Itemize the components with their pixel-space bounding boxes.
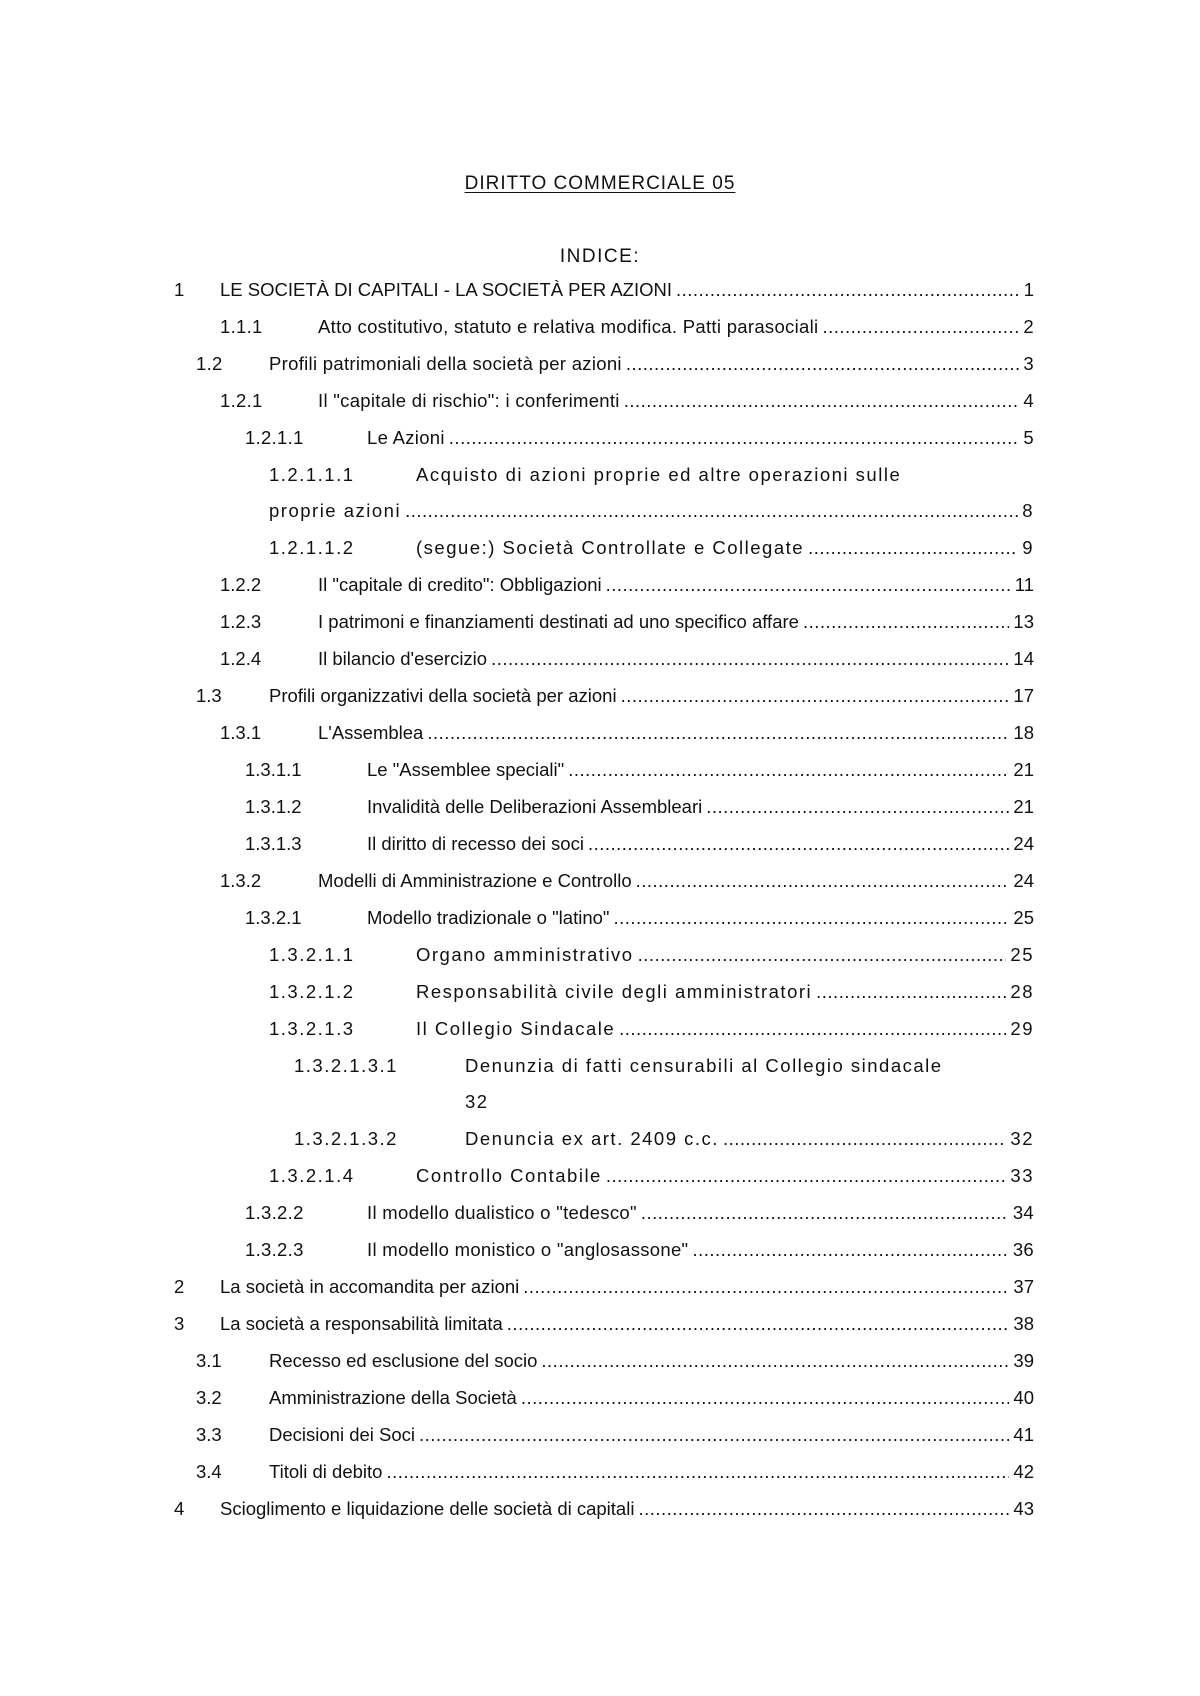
toc-entry[interactable] bbox=[245, 904, 1034, 932]
document-title: DIRITTO COMMERCIALE 05 bbox=[464, 173, 736, 194]
toc-entry-title: Il "capitale di rischio": i conferimenti bbox=[318, 390, 620, 411]
toc-entry-page: 39 bbox=[1013, 1350, 1034, 1371]
toc-entry-continuation[interactable] bbox=[269, 497, 1034, 525]
toc-entry-title: Denuncia ex art. 2409 c.c. bbox=[465, 1128, 719, 1149]
toc-entry-page: 1 bbox=[1023, 279, 1034, 300]
toc-entry-title: I patrimoni e finanziamenti destinati ad uno specifico affare bbox=[318, 611, 799, 632]
toc-entry-number: 1.3.1 bbox=[220, 722, 262, 743]
toc-dot-leader bbox=[619, 1015, 1006, 1043]
toc-entry[interactable] bbox=[196, 350, 1034, 378]
toc-entry-number: 1.3.1.3 bbox=[245, 833, 302, 854]
toc-entry-number: 2 bbox=[174, 1276, 185, 1297]
toc-entry-page: 21 bbox=[1013, 796, 1034, 817]
toc-dot-leader bbox=[606, 1162, 1007, 1190]
toc-entry-title: Il bilancio d'esercizio bbox=[318, 648, 488, 669]
toc-entry[interactable] bbox=[245, 1199, 1034, 1227]
toc-entry-title: Organo amministrativo bbox=[416, 944, 634, 965]
toc-entry-page: 11 bbox=[1014, 574, 1034, 595]
toc-entry[interactable] bbox=[196, 682, 1034, 710]
toc-entry-page: 9 bbox=[1022, 537, 1034, 558]
toc-entry[interactable] bbox=[220, 571, 1034, 599]
toc-entry-page: 34 bbox=[1012, 1202, 1034, 1223]
toc-entry-number: 3.2 bbox=[196, 1387, 222, 1408]
toc-entry-number: 1.2 bbox=[196, 353, 223, 374]
toc-dot-leader bbox=[427, 719, 1009, 747]
toc-dot-leader bbox=[803, 608, 1009, 636]
toc-entry-number: 1.3.2.1.3 bbox=[269, 1018, 355, 1039]
toc-entry[interactable] bbox=[245, 1236, 1034, 1264]
toc-entry[interactable] bbox=[269, 1015, 1034, 1043]
toc-entry[interactable] bbox=[174, 1310, 1034, 1338]
toc-dot-leader bbox=[692, 1236, 1008, 1264]
toc-entry-page: 24 bbox=[1013, 833, 1034, 854]
toc-entry[interactable] bbox=[245, 793, 1034, 821]
toc-dot-leader bbox=[822, 313, 1019, 341]
toc-entry-title: Il "capitale di credito": Obbligazioni bbox=[318, 574, 602, 595]
toc-entry-title: Le "Assemblee speciali" bbox=[367, 759, 565, 780]
toc-dot-leader bbox=[606, 571, 1011, 599]
toc-entry-number: 1.2.1 bbox=[220, 390, 263, 411]
toc-entry-number: 1.1.1 bbox=[220, 316, 263, 337]
toc-entry-number: 1.3.2.1.1 bbox=[269, 944, 355, 965]
toc-entry[interactable] bbox=[174, 276, 1034, 304]
toc-entry-page: 40 bbox=[1013, 1387, 1034, 1408]
toc-dot-leader bbox=[405, 497, 1018, 525]
toc-entry-number: 1.3.2.1.4 bbox=[269, 1165, 355, 1186]
toc-entry[interactable] bbox=[196, 1384, 1034, 1412]
toc-entry-number: 3 bbox=[174, 1313, 185, 1334]
toc-entry-title: Modello tradizionale o "latino" bbox=[367, 907, 610, 928]
toc-entry-number: 1.3 bbox=[196, 685, 222, 706]
toc-entry-page: 36 bbox=[1012, 1239, 1034, 1260]
toc-entry-page: 32 bbox=[465, 1091, 489, 1112]
toc-entry-number: 3.1 bbox=[196, 1350, 222, 1371]
toc-entry-title: Il modello monistico o "anglosassone" bbox=[367, 1239, 689, 1260]
toc-entry[interactable] bbox=[245, 756, 1034, 784]
toc-entry[interactable] bbox=[269, 1162, 1034, 1190]
toc-entry-page: 14 bbox=[1013, 648, 1034, 669]
toc-entry[interactable] bbox=[220, 387, 1034, 415]
toc-entry-number: 1.2.4 bbox=[220, 648, 262, 669]
toc-dot-leader bbox=[723, 1125, 1006, 1153]
toc-dot-leader bbox=[588, 830, 1009, 858]
toc-dot-leader bbox=[641, 1199, 1009, 1227]
toc-entry-number: 1.2.2 bbox=[220, 574, 262, 595]
toc-entry[interactable] bbox=[220, 313, 1034, 341]
toc-dot-leader bbox=[521, 1384, 1010, 1412]
toc-dot-leader bbox=[636, 867, 1010, 895]
toc-entry[interactable] bbox=[269, 461, 1034, 489]
toc-entry[interactable] bbox=[196, 1458, 1034, 1486]
toc-dot-leader bbox=[386, 1458, 1009, 1486]
toc-entry-number: 3.3 bbox=[196, 1424, 222, 1445]
toc-dot-leader bbox=[626, 350, 1020, 378]
toc-entry-number: 1.2.1.1 bbox=[245, 427, 304, 448]
toc-entry[interactable] bbox=[294, 1125, 1034, 1153]
toc-dot-leader bbox=[523, 1273, 1009, 1301]
toc-entry-title: Titoli di debito bbox=[269, 1461, 383, 1482]
toc-entry-page: 5 bbox=[1023, 427, 1034, 448]
toc-entry-title: Scioglimento e liquidazione delle società di capitali bbox=[220, 1498, 635, 1519]
toc-entry-page: 3 bbox=[1023, 353, 1034, 374]
toc-entry-title: L'Assemblea bbox=[318, 722, 424, 743]
toc-entry-number: 1.3.2.1 bbox=[245, 907, 302, 928]
toc-entry-page: 42 bbox=[1013, 1461, 1034, 1482]
toc-entry-number: 1.2.1.1.1 bbox=[269, 464, 355, 485]
toc-dot-leader bbox=[613, 904, 1009, 932]
toc-entry-page: 28 bbox=[1010, 981, 1034, 1002]
toc-entry-number: 1.3.2 bbox=[220, 870, 262, 891]
toc-entry-title: Denunzia di fatti censurabili al Collegio sindacale bbox=[465, 1055, 943, 1076]
toc-entry-page: 8 bbox=[1022, 500, 1034, 521]
toc-entry-number: 1.3.2.2 bbox=[245, 1202, 304, 1223]
toc-entry-title: Profili patrimoniali della società per azioni bbox=[269, 353, 622, 374]
toc-entry-title: Decisioni dei Soci bbox=[269, 1424, 416, 1445]
toc-heading: INDICE: bbox=[559, 246, 641, 267]
toc-dot-leader bbox=[449, 424, 1020, 452]
toc-entry-number: 1.3.2.1.3.1 bbox=[294, 1055, 398, 1076]
toc-entry-number: 1.3.2.1.3.2 bbox=[294, 1128, 398, 1149]
toc-entry[interactable] bbox=[174, 1495, 1034, 1523]
toc-entry-page: 29 bbox=[1010, 1018, 1034, 1039]
toc-entry[interactable] bbox=[269, 978, 1034, 1006]
toc-entry-number: 1.3.1.2 bbox=[245, 796, 302, 817]
toc-entry-title: Acquisto di azioni proprie ed altre operazioni sulle bbox=[416, 464, 902, 485]
toc-entry-title: (segue:) Società Controllate e Collegate bbox=[416, 537, 805, 558]
toc-dot-leader bbox=[419, 1421, 1009, 1449]
toc-dot-leader bbox=[808, 534, 1018, 562]
toc-entry-title: La società a responsabilità limitata bbox=[220, 1313, 503, 1334]
toc-entry-title: LE SOCIETÀ DI CAPITALI - LA SOCIETÀ PER AZIONI bbox=[220, 279, 672, 300]
toc-entry-page: 37 bbox=[1013, 1276, 1034, 1297]
toc-entry-number: 1.3.1.1 bbox=[245, 759, 302, 780]
toc-entry[interactable] bbox=[196, 1347, 1034, 1375]
toc-entry-title: Invalidità delle Deliberazioni Assembleari bbox=[367, 796, 703, 817]
toc-dot-leader bbox=[491, 645, 1009, 673]
toc-entry-page: 17 bbox=[1013, 685, 1034, 706]
toc-entry-page: 18 bbox=[1013, 722, 1034, 743]
toc-entry[interactable] bbox=[269, 534, 1034, 562]
toc-entry-title: Le Azioni bbox=[367, 427, 445, 448]
toc-dot-leader bbox=[541, 1347, 1009, 1375]
toc-dot-leader bbox=[624, 387, 1020, 415]
toc-entry-page: 13 bbox=[1013, 611, 1034, 632]
toc-entry-page: 25 bbox=[1010, 944, 1034, 965]
toc-entry[interactable] bbox=[196, 1421, 1034, 1449]
toc-entry-number: 3.4 bbox=[196, 1461, 222, 1482]
toc-entry-page: 25 bbox=[1013, 907, 1034, 928]
toc-entry-title: La società in accomandita per azioni bbox=[220, 1276, 520, 1297]
toc-entry-page: 24 bbox=[1013, 870, 1034, 891]
toc-dot-leader bbox=[676, 276, 1020, 304]
toc-dot-leader bbox=[568, 756, 1009, 784]
toc-entry-number: 1.2.1.1.2 bbox=[269, 537, 355, 558]
toc-entry[interactable] bbox=[220, 867, 1034, 895]
toc-entry[interactable] bbox=[220, 645, 1034, 673]
toc-entry[interactable] bbox=[245, 424, 1034, 452]
toc-dot-leader bbox=[507, 1310, 1010, 1338]
toc-entry-title: Il Collegio Sindacale bbox=[416, 1018, 616, 1039]
toc-entry-title: Atto costitutivo, statuto e relativa modifica. Patti parasociali bbox=[318, 316, 819, 337]
toc-entry-number: 1.3.2.3 bbox=[245, 1239, 304, 1260]
toc-entry-page: 4 bbox=[1023, 390, 1034, 411]
toc-dot-leader bbox=[638, 941, 1007, 969]
toc-entry-title: Controllo Contabile bbox=[416, 1165, 602, 1186]
toc-dot-leader bbox=[638, 1495, 1009, 1523]
toc-entry-page: 41 bbox=[1013, 1424, 1034, 1445]
toc-entry-number: 1.3.2.1.2 bbox=[269, 981, 355, 1002]
toc-entry-page: 38 bbox=[1013, 1313, 1034, 1334]
toc-entry-number: 4 bbox=[174, 1498, 185, 1519]
toc-entry-page: 21 bbox=[1013, 759, 1034, 780]
toc-entry-page: 32 bbox=[1010, 1128, 1034, 1149]
toc-entry-page: 43 bbox=[1013, 1498, 1034, 1519]
toc-entry-title: Il modello dualistico o "tedesco" bbox=[367, 1202, 637, 1223]
toc-dot-leader bbox=[621, 682, 1010, 710]
toc-entry[interactable] bbox=[220, 608, 1034, 636]
toc-entry[interactable] bbox=[294, 1052, 1034, 1080]
toc-entry[interactable] bbox=[245, 830, 1034, 858]
toc-entry-page: 33 bbox=[1010, 1165, 1034, 1186]
toc-entry-title: Il diritto di recesso dei soci bbox=[367, 833, 584, 854]
toc-dot-leader bbox=[816, 978, 1006, 1006]
toc-entry-title: Modelli di Amministrazione e Controllo bbox=[318, 870, 632, 891]
toc-entry-number: 1 bbox=[174, 279, 185, 300]
toc-entry-number: 1.2.3 bbox=[220, 611, 262, 632]
toc-dot-leader bbox=[706, 793, 1009, 821]
toc-entry-title: Profili organizzativi della società per azioni bbox=[269, 685, 617, 706]
toc-entry-page: 2 bbox=[1023, 316, 1034, 337]
toc-entry-title: Responsabilità civile degli amministratori bbox=[416, 981, 813, 1002]
toc-entry-title: Amministrazione della Società bbox=[269, 1387, 517, 1408]
toc-entry[interactable] bbox=[269, 941, 1034, 969]
toc-entry-title-continuation: proprie azioni bbox=[269, 500, 402, 521]
toc-entry[interactable] bbox=[220, 719, 1034, 747]
toc-entry-title: Recesso ed esclusione del socio bbox=[269, 1350, 538, 1371]
toc-entry[interactable] bbox=[174, 1273, 1034, 1301]
